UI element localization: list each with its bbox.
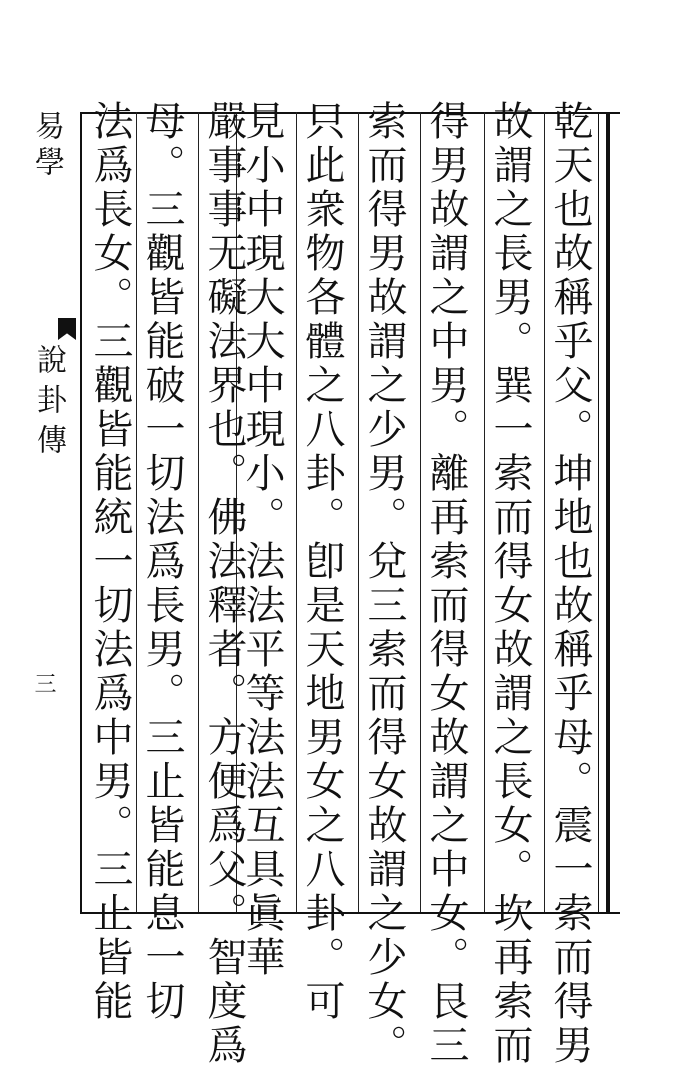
text-column-9: 法爲長女。三觀皆能統一切法爲中男。三止皆能 xyxy=(87,100,133,1024)
text-column-2: 故謂之長男。巽一索而得女故謂之長女。坎再索而 xyxy=(487,100,533,1068)
margin-page-number: 三 xyxy=(31,672,56,696)
column-divider xyxy=(484,112,485,912)
text-column-8: 母。三觀皆能破一切法爲長男。三止皆能息一切 xyxy=(139,100,185,1024)
text-column-4: 索而得男故謂之少男。兌三索而得女故謂之少女。 xyxy=(361,100,407,1068)
column-divider xyxy=(296,112,297,912)
frame-right-border xyxy=(606,112,610,914)
text-column-6: 見小中現大大中現小。法法平等法法互具眞華 xyxy=(239,100,285,980)
margin-title: 易學 xyxy=(29,110,64,182)
text-column-3: 得男故謂之中男。離再索而得女故謂之中女。艮三 xyxy=(423,100,469,1068)
margin-chapter-title: 說卦傳 xyxy=(31,344,66,464)
text-column-1: 乾天也故稱乎父。坤地也故稱乎母。震一索而得男 xyxy=(547,100,593,1068)
frame-left-border xyxy=(80,112,82,914)
text-column-5: 只此衆物各體之八卦。卽是天地男女之八卦。可 xyxy=(299,100,345,1024)
column-divider xyxy=(544,112,545,912)
column-divider xyxy=(420,112,421,912)
column-divider xyxy=(198,112,199,912)
frame-right-inner-border xyxy=(598,112,599,914)
column-divider xyxy=(136,112,137,912)
page-margin-strip xyxy=(8,100,80,920)
column-divider xyxy=(358,112,359,912)
text-column-7: 嚴事事无礙法界也。佛法釋者。方便爲父。智度爲 xyxy=(201,100,247,1068)
